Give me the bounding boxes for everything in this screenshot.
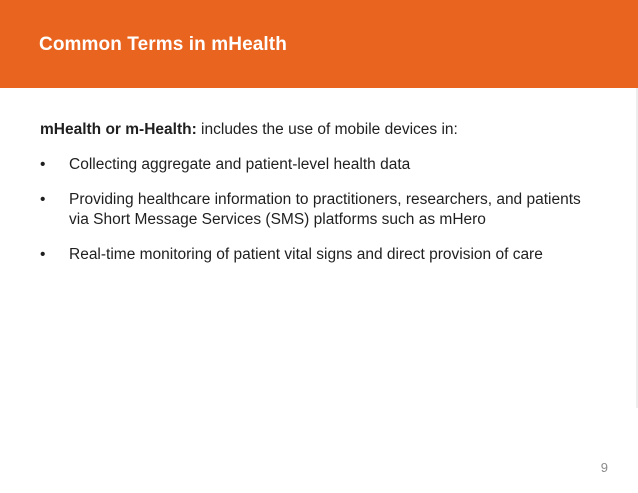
bullet-item-monitoring xyxy=(40,245,600,265)
bullet-item-collecting xyxy=(40,155,600,175)
bullet-marker: • xyxy=(40,246,46,263)
intro-paragraph xyxy=(40,120,600,140)
bullet-text: Real-time monitoring of patient vital signs and direct provision of care xyxy=(69,246,543,263)
bullet-text: Providing healthcare information to practitioners, researchers, and patients via Short Message Services (SMS) platforms such as mHero xyxy=(69,191,581,228)
slide-content xyxy=(40,120,600,280)
intro-text: includes the use of mobile devices in: xyxy=(196,121,458,138)
intro-term: mHealth or m-Health: xyxy=(40,121,197,138)
header-band xyxy=(0,0,638,88)
bullet-marker: • xyxy=(40,191,46,208)
slide-title: Common Terms in mHealth xyxy=(39,34,287,55)
page-number: 9 xyxy=(600,460,608,475)
bullet-marker: • xyxy=(40,156,46,173)
bullet-item-providing xyxy=(40,190,600,230)
bullet-text: Collecting aggregate and patient-level health data xyxy=(69,156,411,173)
bullet-list xyxy=(40,155,600,265)
